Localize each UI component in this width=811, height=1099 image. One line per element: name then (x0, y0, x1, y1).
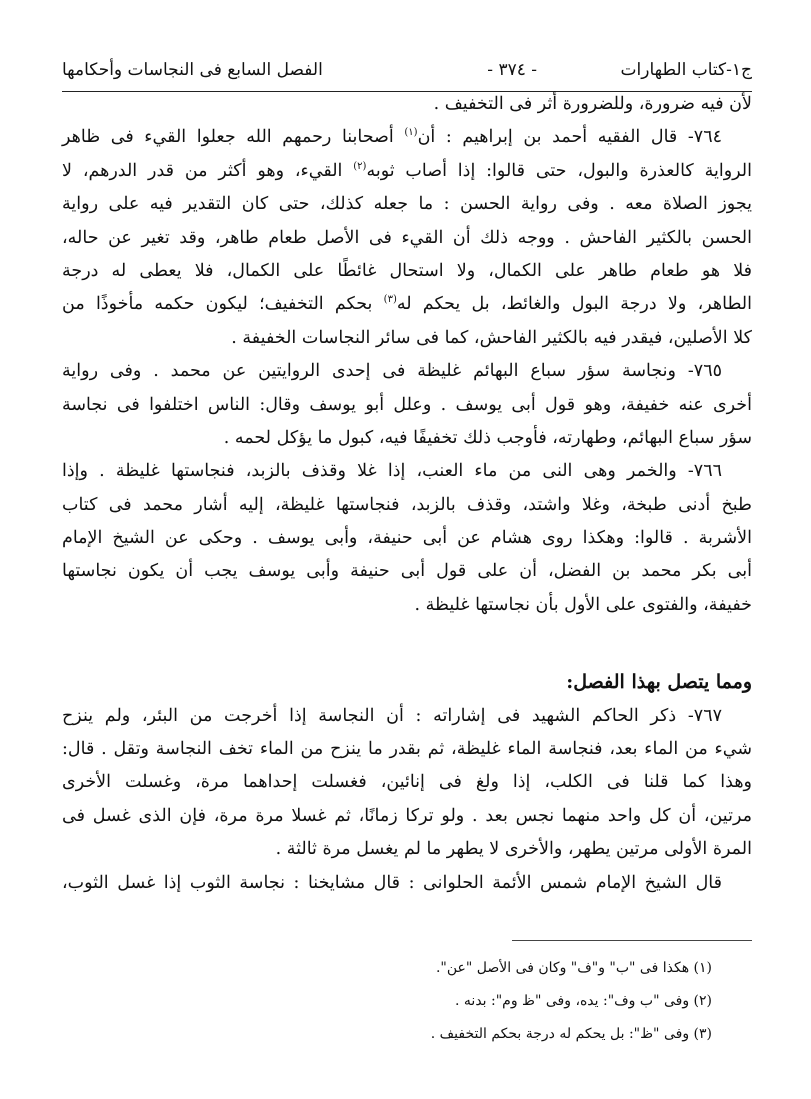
text-line: الأشربة . قالوا: وهكذا روى هشام عن أبى حنيفة، وأبى يوسف . وحكى عن الشيخ الإمام (62, 528, 752, 549)
text-line: أبى بكر محمد بن الفضل، أن على قول أبى حنيفة وأبى يوسف يجب أن يكون نجاستها (62, 561, 752, 582)
footnote-ref-2: (٢) (353, 160, 367, 172)
text-line: كلا الأصلين، فيقدر فيه بالكثير الفاحش، كما فى سائر النجاسات الخفيفة . (231, 327, 752, 348)
footnote-2: (٢) وفى "ب وف": يده، وفى "ظ وم": بدنه . (455, 993, 712, 1009)
text-line: طبخ أدنى طبخة، وغلا واشتد، وقذف بالزبد، فنجاستها غليظة، إليه أشار محمد فى كتاب (62, 494, 752, 515)
text-line: المرة الأولى مرتين يطهر، والأخرى لا يطهر ما لم يغسل مرة ثالثة . (275, 839, 752, 860)
section-heading: ومما يتصل بهذا الفصل: (566, 671, 752, 694)
running-header (62, 60, 752, 88)
text-line: الحسن بالكثير الفاحش . ووجه ذلك أن القيء فى الأصل طعام طاهر، وقد تغير عن حاله، (62, 227, 752, 248)
text-line: فلا هو طعام طاهر على الكمال، ولا استحال غائطًا على الكمال، فلا يعطى له درجة (62, 260, 752, 281)
text-segment: الطاهر، ولا درجة البول والغائط، بل يحكم له (396, 294, 752, 315)
text-line: شيء من الماء بعد، فنجاسة الماء غليظة، ثم بقدر ما ينزح من الماء تخف النجاسة وتقل . قال: (62, 739, 752, 760)
paragraph-764 (62, 121, 752, 154)
footnote-ref-3: (٣) (383, 294, 397, 306)
text-line: قال الشيخ الإمام شمس الأئمة الحلوانى : قال مشايخنا : نجاسة الثوب إذا غسل الثوب، (62, 872, 722, 893)
page-number: - ٣٧٤ - (487, 60, 537, 80)
footnotes (431, 953, 712, 1052)
text-segment: ٧٦٤- قال الفقيه أحمد بن إبراهيم : أن (417, 127, 722, 148)
paragraph-765: ٧٦٥- ونجاسة سؤر سباع البهائم غليظة فى إحدى الروايتين عن محمد . وفى رواية (62, 361, 722, 382)
text-segment: أصحابنا رحمهم الله جعلوا القيء فى ظاهر (62, 127, 405, 148)
text-segment: الرواية كالعذرة والبول، حتى قالوا: إذا أصاب ثوبه (366, 160, 752, 181)
text-segment: القيء، وهو أكثر من قدر الدرهم، لا (62, 160, 354, 181)
main-text (62, 88, 752, 900)
footnote-1: (١) هكذا فى "ب" و"ف" وكان فى الأصل "عن". (435, 960, 712, 976)
book-title: ج١-كتاب الطهارات (620, 60, 752, 80)
text-line: سؤر سباع البهائم، وطهارته، فأوجب ذلك تخفيفًا فيه، كبول ما يؤكل لحمه . (223, 427, 752, 448)
paragraph-766: ٧٦٦- والخمر وهى النى من ماء العنب، إذا غلا وقذف بالزبد، فنجاستها غليظة . وإذا (62, 461, 722, 482)
text-line: يجوز الصلاة معه . وفى رواية الحسن : ما جعله كذلك، حتى كان التقدير فيه على رواية (62, 194, 752, 215)
chapter-title: الفصل السابع فى النجاسات وأحكامها (62, 60, 323, 80)
text-line (62, 288, 752, 321)
paragraph-767: ٧٦٧- ذكر الحاكم الشهيد فى إشاراته : أن النجاسة إذا أخرجت من البئر، ولم ينزح (62, 705, 722, 726)
text-line: خفيفة، والفتوى على الأول بأن نجاستها غليظة . (414, 594, 752, 615)
text-segment: بحكم التخفيف؛ ليكون حكمه مأخوذًا من (62, 294, 384, 315)
text-line: أخرى عنه خفيفة، وهو قول أبى يوسف . وعلل أبو يوسف وقال: الناس اختلفوا فى نجاسة (62, 394, 752, 415)
text-line: لأن فيه ضرورة، وللضرورة أثر فى التخفيف . (433, 94, 752, 114)
footnote-3: (٣) وفى "ظ": بل يحكم له درجة بحكم التخفيف . (430, 1026, 712, 1042)
footnote-ref-1: (١) (404, 127, 418, 139)
text-line (62, 155, 752, 188)
text-line: مرتين، أن كل واحد منهما نجس بعد . ولو تركا زمانًا، ثم غسلا مرة مرة، فإن الذى غسل فى (62, 805, 752, 826)
footnote-rule (512, 940, 752, 941)
text-line: وهذا كما قلنا فى الكلب، إذا ولغ فى إنائين، فغسلت إحداهما مرة، وغسلت الأخرى (62, 772, 752, 793)
